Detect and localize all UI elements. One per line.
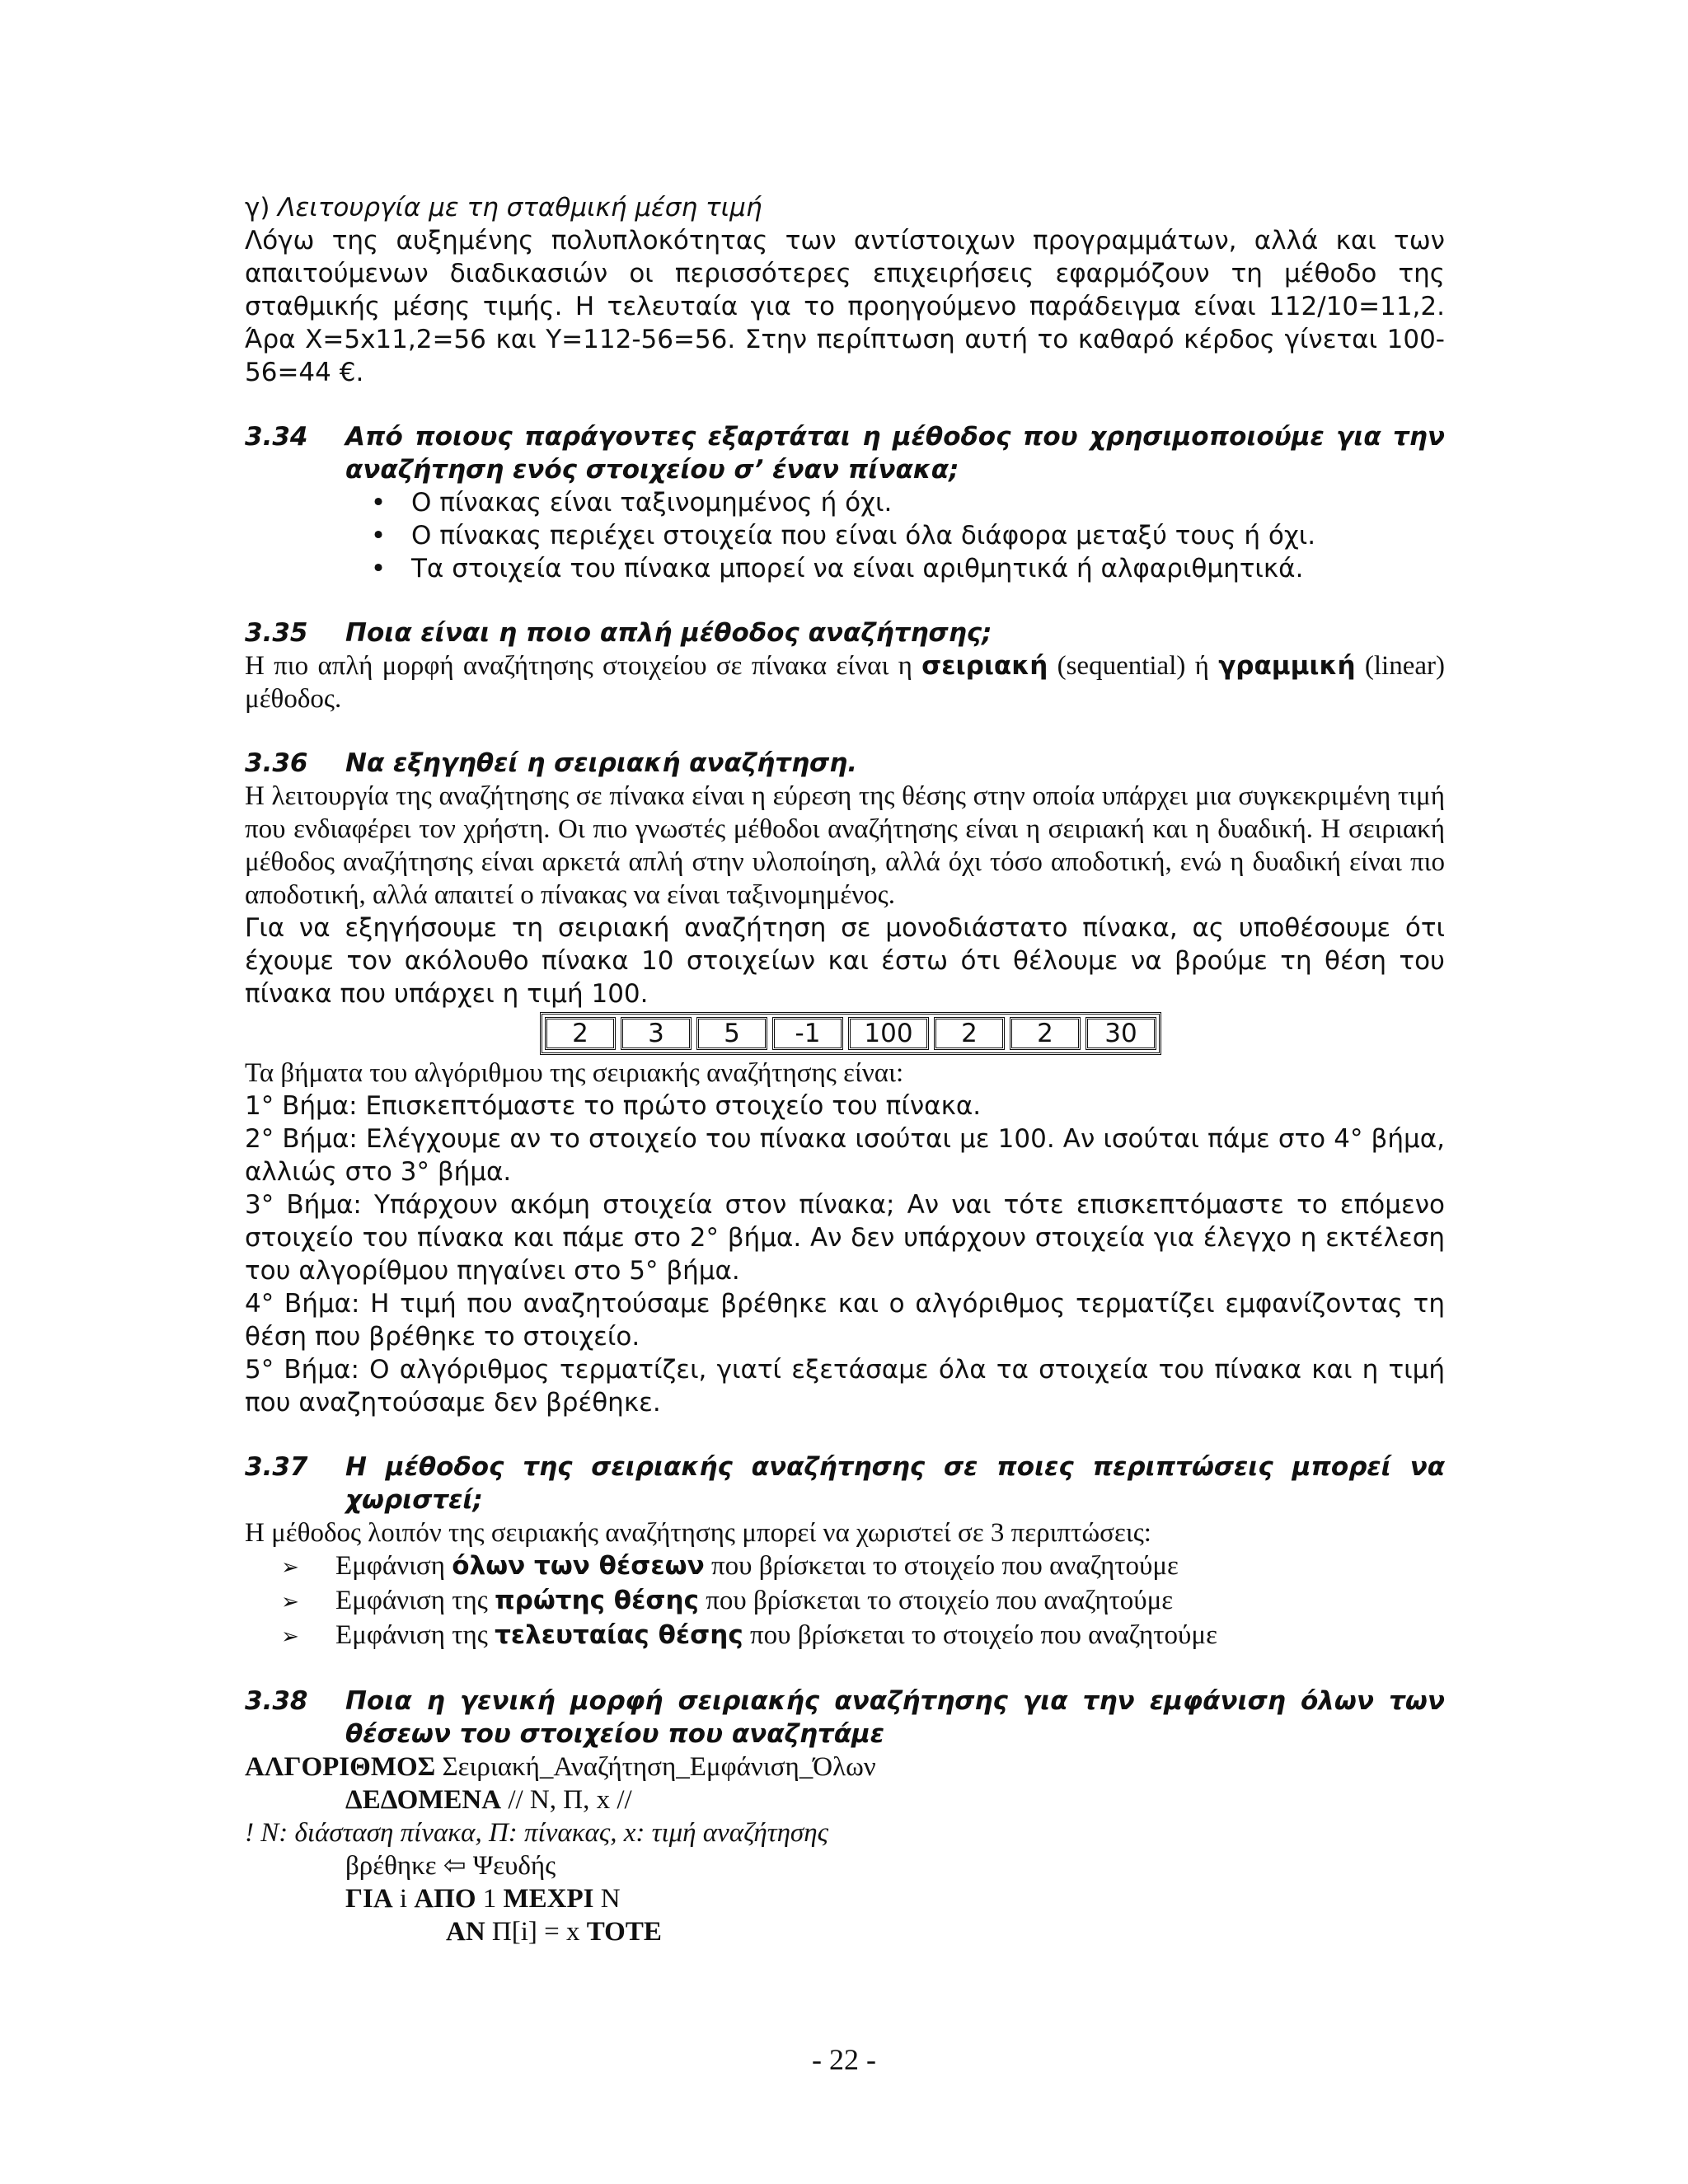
list-item (345, 486, 1445, 519)
section-paragraph: Για να εξηγήσουμε τη σειριακή αναζήτηση σε μονοδιάστατο πίνακα, ας υποθέσουμε ότι έχουμε τον ακόλουθο πίνακα 10 στοιχείων και έστω ότι θέλουμε να βρούμε τη θέση του πίνακα που υπάρχει η τιμή 100. (245, 913, 1445, 1009)
algo-line (245, 1882, 1445, 1915)
bold-term: πρώτης θέσης (495, 1586, 699, 1615)
intro-section (245, 191, 1445, 389)
section-3-35 (245, 616, 1445, 715)
section-body (245, 649, 1445, 715)
steps-intro: Τα βήματα του αλγόριθμου της σειριακής αναζήτησης είναι: (245, 1058, 904, 1088)
section-3-37 (245, 1451, 1445, 1653)
list-item-text: Τα στοιχεία του πίνακα μπορεί να είναι αριθμητικά ή αλφαριθμητικά. (411, 554, 1304, 583)
section-title: Ποια η γενική μορφή σειριακής αναζήτησης για την εμφάνιση όλων των θέσεων του στοιχείου που αναζητάμε (345, 1686, 1445, 1749)
section-number: 3.37 (245, 1452, 308, 1482)
section-title: Η μέθοδος της σειριακής αναζήτησης σε ποιες περιπτώσεις μπορεί να χωριστεί; (345, 1452, 1445, 1515)
text-run: (sequential) ή (1048, 651, 1219, 681)
page-number: - 22 - (812, 2043, 876, 2076)
array-cell: -1 (772, 1017, 843, 1050)
intro-heading-text: Λειτουργία με τη σταθμική μέση τιμή (278, 193, 762, 223)
section-heading (245, 1451, 1445, 1516)
algo-line (245, 1849, 1445, 1882)
steps-list (245, 1090, 1445, 1419)
step-item: 3° Βήμα: Υπάρχουν ακόμη στοιχεία στον πίνακα; Αν ναι τότε επισκεπτόμαστε το επόμενο στοιχείο του πίνακα και πάμε στο 2° βήμα. Αν δεν υπάρχουν στοιχεία για έλεγχο η εκτέλεση του αλγορίθμου πηγαίνει στο 5° βήμα. (245, 1190, 1445, 1286)
algo-comment: ! Ν: διάσταση πίνακα, Π: πίνακας, x: τιμή αναζήτησης (245, 1818, 828, 1848)
intro-heading (245, 191, 1445, 224)
text-run: i (392, 1884, 415, 1914)
text-run: που βρίσκεται το στοιχείο που αναζητούμε (698, 1586, 1174, 1615)
keyword: ΓΙΑ (345, 1884, 393, 1914)
cases-list (245, 1549, 1445, 1653)
keyword: ΑΛΓΟΡΙΘΜΟΣ (245, 1752, 436, 1782)
section-heading (245, 1685, 1445, 1750)
section-title: Ποια είναι η ποιο απλή μέθοδος αναζήτησης; (345, 618, 992, 648)
text-run: που βρίσκεται το στοιχείο που αναζητούμε (704, 1551, 1179, 1581)
example-array-table (540, 1012, 1161, 1055)
section-number: 3.34 (245, 422, 308, 452)
list-item (345, 519, 1445, 552)
algo-line (245, 1915, 1445, 1948)
list-item (345, 552, 1445, 585)
bullet-icon (345, 486, 411, 519)
arrow-bullet-icon (245, 1619, 335, 1653)
array-cell: 5 (696, 1017, 767, 1050)
bold-term: σειριακή (921, 651, 1048, 681)
step-item: 5° Βήμα: Ο αλγόριθμος τερματίζει, γιατί εξετάσαμε όλα τα στοιχεία του πίνακα και η τιμή που αναζητούσαμε δεν βρέθηκε. (245, 1355, 1445, 1418)
bold-term: τελευταίας θέσης (495, 1620, 743, 1650)
bold-term: όλων των θέσεων (452, 1551, 705, 1581)
algo-name: Σειριακή_Αναζήτηση_Εμφάνιση_Όλων (435, 1752, 876, 1782)
list-item-text (335, 1584, 1173, 1619)
array-cell: 100 (848, 1017, 929, 1050)
list-item-text (335, 1619, 1217, 1653)
section-title: Να εξηγηθεί η σειριακή αναζήτηση. (345, 748, 858, 778)
section-intro: Η μέθοδος λοιπόν της σειριακής αναζήτησης μπορεί να χωριστεί σε 3 περιπτώσεις: (245, 1518, 1151, 1548)
algo-line (245, 1750, 1445, 1783)
array-cell: 2 (934, 1017, 1005, 1050)
text-run: 1 (476, 1884, 504, 1914)
keyword: ΔΕΔΟΜΕΝΑ (345, 1785, 502, 1815)
section-3-38 (245, 1685, 1445, 1948)
list-item-text: Ο πίνακας είναι ταξινομημένος ή όχι. (411, 488, 893, 518)
keyword: ΑΝ (446, 1917, 485, 1947)
step-item: 4° Βήμα: Η τιμή που αναζητούσαμε βρέθηκε και ο αλγόριθμος τερματίζει εμφανίζοντας τη θέση που βρέθηκε το στοιχείο. (245, 1289, 1445, 1352)
intro-heading-prefix: γ) (245, 193, 279, 223)
keyword: ΤΟΤΕ (586, 1917, 662, 1947)
bullet-icon (345, 552, 411, 585)
list-item-text (335, 1549, 1179, 1584)
section-3-36 (245, 747, 1445, 1419)
step-item: 1° Βήμα: Επισκεπτόμαστε το πρώτο στοιχείο του πίνακα. (245, 1091, 982, 1121)
list-item (245, 1619, 1445, 1653)
section-number: 3.38 (245, 1686, 308, 1716)
arrow-bullet-icon (245, 1584, 335, 1619)
array-cell: 2 (545, 1017, 616, 1050)
array-cell: 2 (1010, 1017, 1081, 1050)
array-cell: 3 (621, 1017, 692, 1050)
text-run: βρέθηκε (345, 1851, 443, 1881)
keyword: ΜΕΧΡΙ (503, 1884, 594, 1914)
list-item (245, 1549, 1445, 1584)
algo-line (245, 1783, 1445, 1816)
text-run: Εμφάνιση (335, 1551, 452, 1581)
arrow-bullet-icon (245, 1549, 335, 1584)
keyword: ΑΠΟ (414, 1884, 476, 1914)
section-heading (245, 616, 1445, 649)
section-3-34 (245, 420, 1445, 585)
assign-arrow-icon: ⇦ (443, 1851, 467, 1881)
factor-list (245, 486, 1445, 585)
intro-body: Λόγω της αυξημένης πολυπλοκότητας των αντίστοιχων προγραμμάτων, αλλά και των απαιτούμενων διαδικασιών οι περισσότερες επιχειρήσεις εφαρμόζουν τη μέθοδο της σταθμικής μέσης τιμής. Η τελευταία για το προηγούμενο παράδειγμα είναι 112/10=11,2. Άρα Χ=5x11,2=56 και Υ=112-56=56. Στην περίπτωση αυτή το καθαρό κέρδος γίνεται 100-56=44 €. (245, 226, 1445, 387)
document-page (245, 191, 1445, 1948)
text-run: Εμφάνιση της (335, 1586, 495, 1615)
text-run: (linear) μέθοδος. (245, 651, 1445, 714)
text-run: Ν (593, 1884, 621, 1914)
section-heading (245, 747, 1445, 780)
bullet-icon (345, 519, 411, 552)
text-run: Εμφάνιση της (335, 1620, 495, 1650)
algorithm-code (245, 1750, 1445, 1948)
section-title: Από ποιους παράγοντες εξαρτάται η μέθοδος που χρησιμοποιούμε για την αναζήτηση ενός στοιχείου σ’ έναν πίνακα; (345, 422, 1445, 485)
text-run: Η πιο απλή μορφή αναζήτησης στοιχείου σε πίνακα είναι η (245, 651, 922, 681)
data-vars: // Ν, Π, x // (501, 1785, 632, 1815)
text-run: που βρίσκεται το στοιχείο που αναζητούμε (743, 1620, 1217, 1650)
section-paragraph: Η λειτουργία της αναζήτησης σε πίνακα είναι η εύρεση της θέσης στην οποία υπάρχει μια συγκεκριμένη τιμή που ενδιαφέρει τον χρήστη. Οι πιο γνωστές μέθοδοι αναζήτησης είναι η σειριακή και η δυαδική. Η σειριακή μέθοδος αναζήτησης είναι αρκετά απλή στην υλοποίηση, αλλά όχι τόσο αποδοτική, ενώ η δυαδική είναι πιο αποδοτική, αλλά απαιτεί ο πίνακας να είναι ταξινομημένος. (245, 781, 1445, 910)
text-run: Π[i] = x (485, 1917, 587, 1947)
section-number: 3.36 (245, 748, 308, 778)
step-item: 2° Βήμα: Ελέγχουμε αν το στοιχείο του πίνακα ισούται με 100. Αν ισούται πάμε στο 4° βήμα, αλλιώς στο 3° βήμα. (245, 1124, 1445, 1187)
text-run: Ψευδής (466, 1851, 556, 1881)
bold-term: γραμμική (1218, 651, 1356, 681)
section-number: 3.35 (245, 618, 308, 648)
list-item-text: Ο πίνακας περιέχει στοιχεία που είναι όλα διάφορα μεταξύ τους ή όχι. (411, 521, 1316, 551)
array-cell: 30 (1085, 1017, 1156, 1050)
list-item (245, 1584, 1445, 1619)
section-heading (245, 420, 1445, 486)
